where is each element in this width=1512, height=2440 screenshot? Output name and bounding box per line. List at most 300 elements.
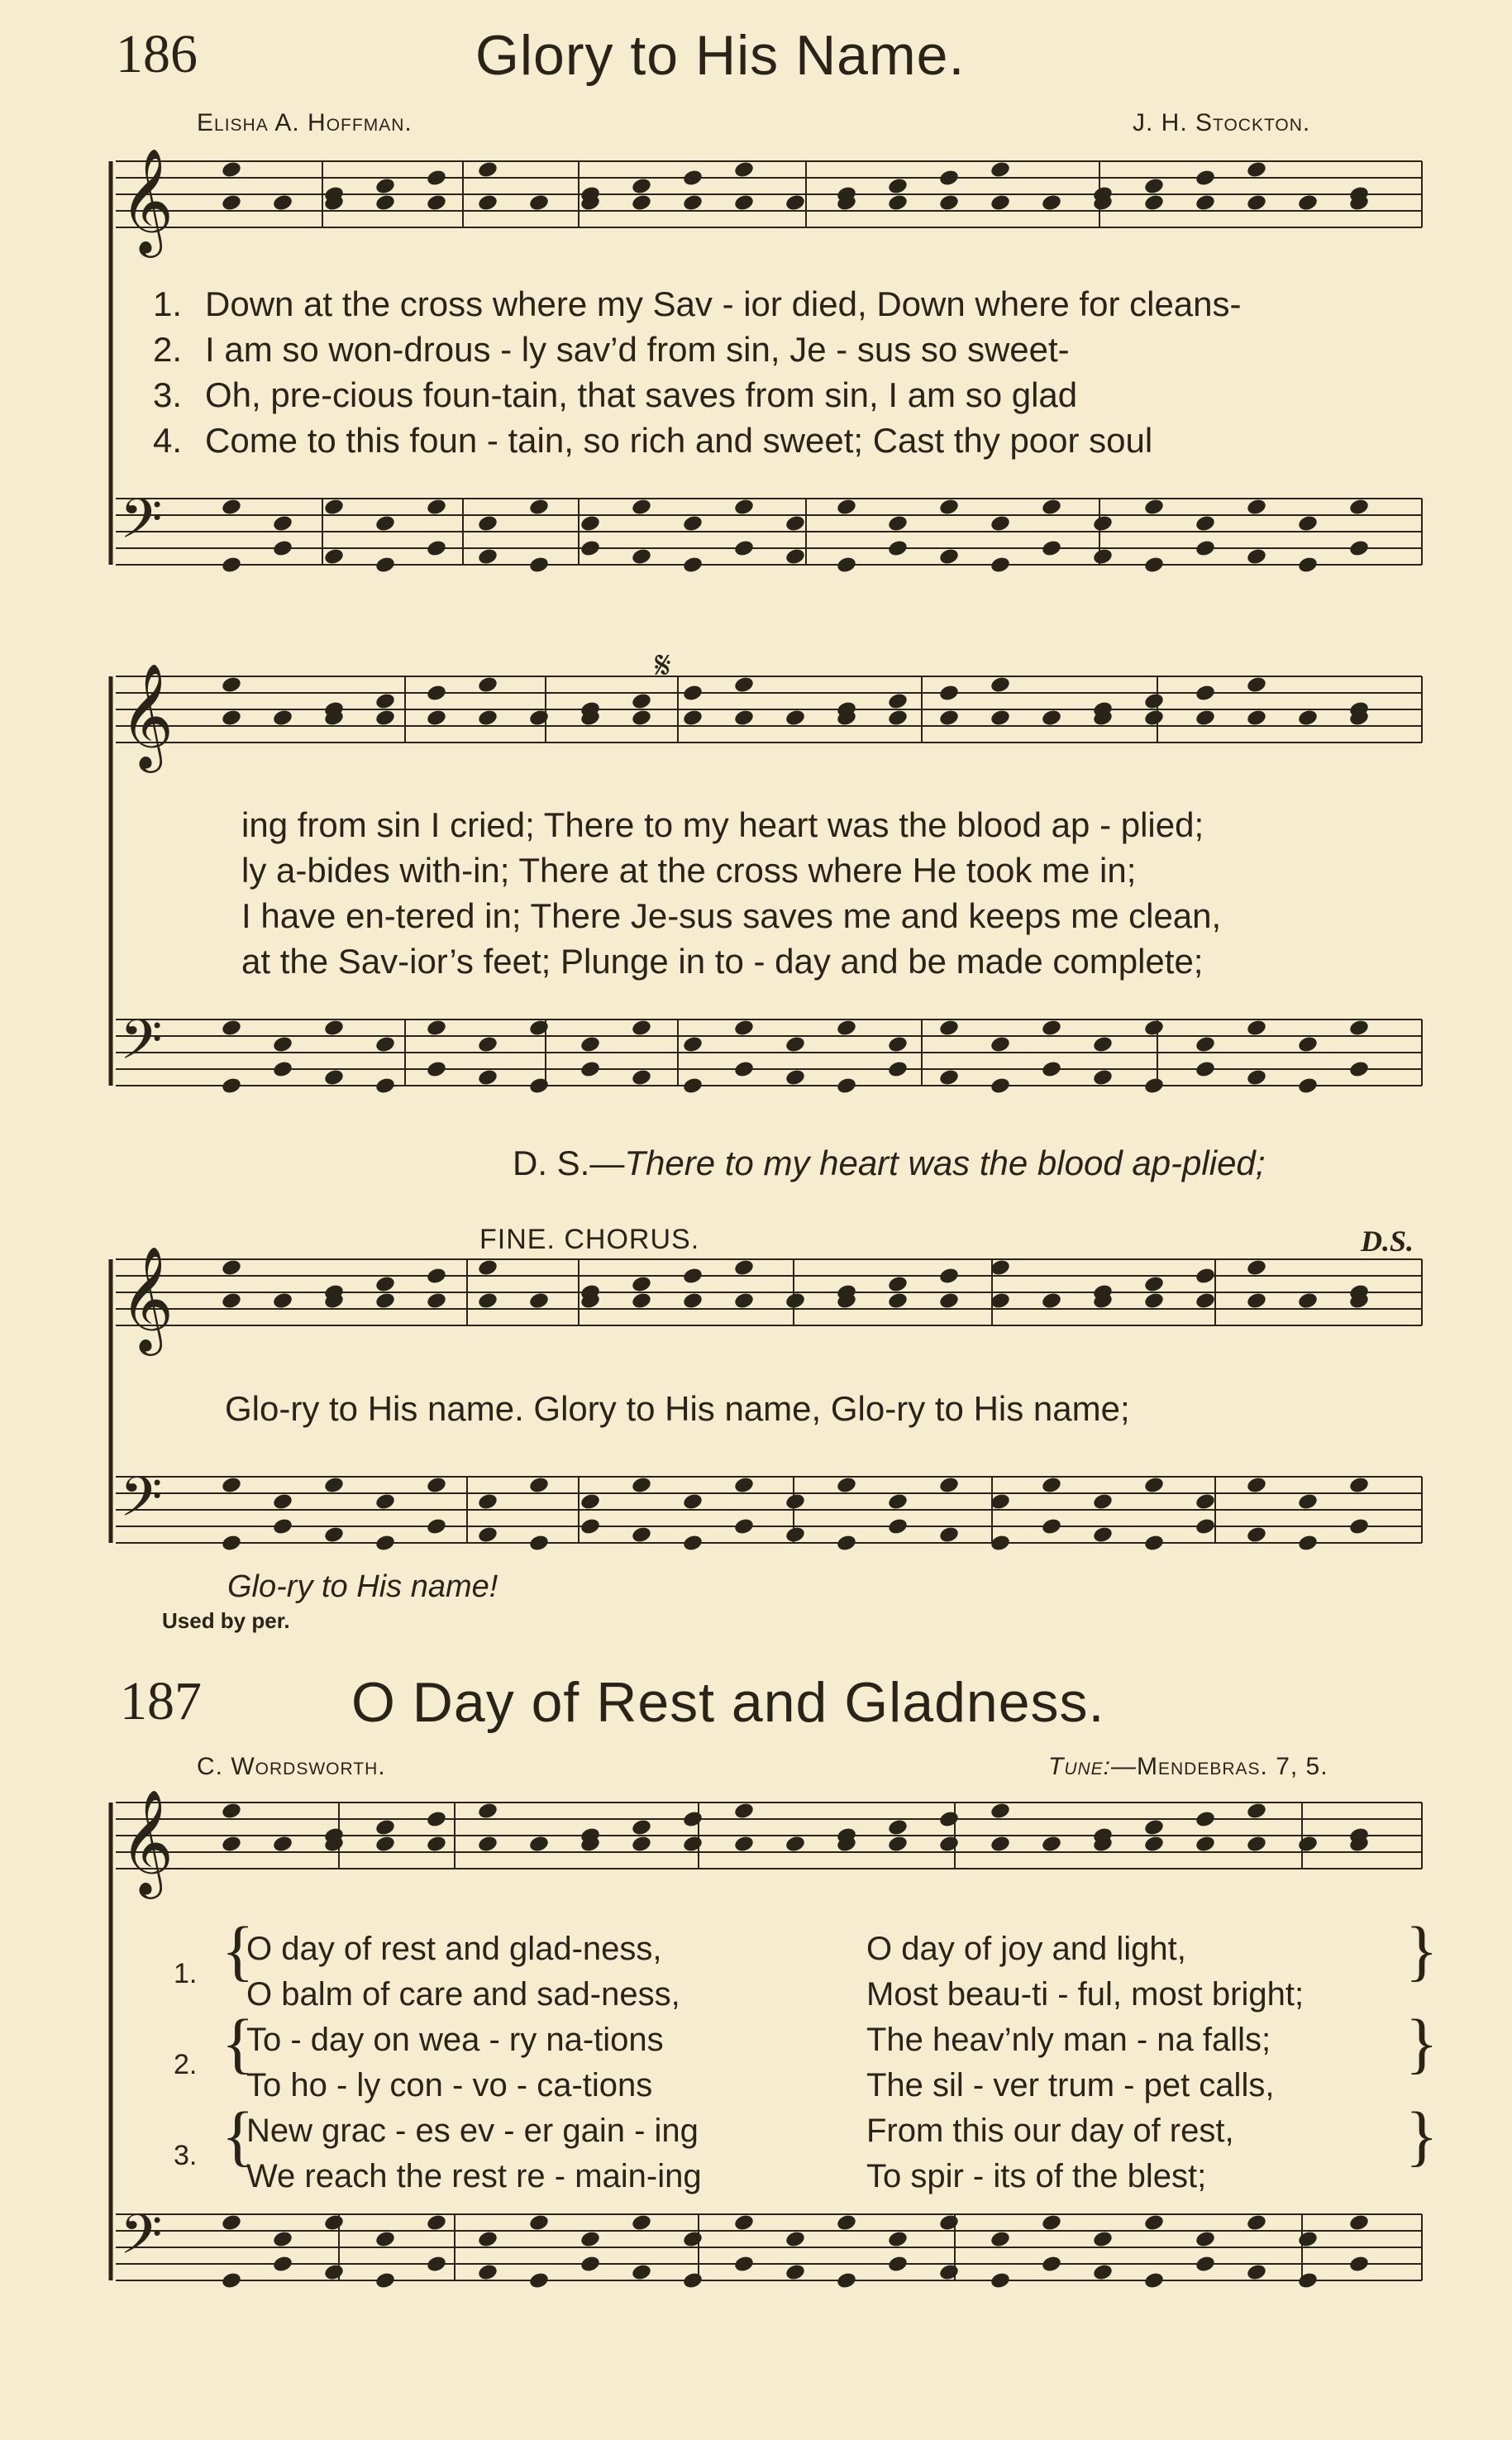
note-head xyxy=(1143,1292,1165,1311)
note-head xyxy=(990,1035,1011,1054)
note-head xyxy=(733,676,755,695)
note-head xyxy=(682,1835,704,1854)
note-head xyxy=(1348,2255,1370,2274)
note-head xyxy=(528,2213,550,2232)
note-head xyxy=(1143,2213,1165,2232)
note-head xyxy=(733,1835,755,1854)
note-head xyxy=(836,2213,857,2232)
note-head xyxy=(682,1810,704,1829)
note-head xyxy=(1195,1810,1216,1829)
note-head xyxy=(682,1267,704,1286)
bass-echo-words: Glo-ry to His name! xyxy=(227,1569,498,1604)
note-head xyxy=(887,2255,909,2274)
note-head xyxy=(426,498,447,517)
note-head xyxy=(374,692,396,711)
clef-sign: 𝄞 xyxy=(120,147,174,253)
used-by-permission: Used by per. xyxy=(162,1608,290,1633)
note-head xyxy=(785,193,806,212)
note-head xyxy=(221,160,242,179)
note-head xyxy=(1143,1019,1165,1038)
note-head xyxy=(426,709,447,728)
clef-sign: 𝄞 xyxy=(120,662,174,768)
note-head xyxy=(887,709,909,728)
note-head xyxy=(477,1526,498,1545)
note-head xyxy=(887,2230,909,2249)
note-head xyxy=(733,1517,755,1536)
hymn-187-stanzas xyxy=(174,1927,1304,2199)
note-head xyxy=(1348,539,1370,558)
note-head xyxy=(221,1292,242,1311)
hymn-187-number: 187 xyxy=(120,1671,202,1731)
note-head xyxy=(1092,2230,1114,2249)
note-head xyxy=(272,193,293,212)
note-head xyxy=(631,177,652,196)
note-head xyxy=(528,193,550,212)
note-head xyxy=(221,1802,242,1821)
note-head xyxy=(426,1292,447,1311)
note-head xyxy=(785,514,806,533)
note-head xyxy=(836,1019,857,1038)
note-head xyxy=(1246,193,1267,212)
note-head xyxy=(1246,160,1267,179)
stanza xyxy=(174,1927,1304,2017)
note-head xyxy=(1195,193,1216,212)
clef-sign: 𝄢 xyxy=(120,1008,163,1085)
hymn-186-composer: J. H. Stockton. xyxy=(1133,109,1311,136)
page-number: 186 xyxy=(116,24,198,84)
note-head xyxy=(990,1835,1011,1854)
note-head xyxy=(1195,1492,1216,1511)
note-head xyxy=(682,169,704,188)
note-head xyxy=(785,2230,806,2249)
note-head xyxy=(1041,1476,1062,1495)
note-head xyxy=(323,2263,345,2282)
note-head xyxy=(1297,2230,1319,2249)
hymn-186-author: Elisha A. Hoffman. xyxy=(197,109,413,136)
note-head xyxy=(477,2263,498,2282)
note-head xyxy=(733,160,755,179)
note-head xyxy=(221,1835,242,1854)
note-head xyxy=(221,2271,242,2290)
clef-sign: 𝄢 xyxy=(120,2203,163,2280)
note-head xyxy=(938,1835,960,1854)
note-head xyxy=(1041,1292,1062,1311)
note-head xyxy=(631,692,652,711)
hymn-187-tune xyxy=(1048,1753,1328,1781)
note-head xyxy=(374,1835,396,1854)
note-head xyxy=(938,1292,960,1311)
note-head xyxy=(785,2263,806,2282)
note-head xyxy=(1195,1292,1216,1311)
verse-number: 2. xyxy=(152,330,182,369)
note-head xyxy=(528,1292,550,1311)
note-head xyxy=(477,193,498,212)
note-head xyxy=(580,514,601,533)
note-head xyxy=(938,1019,960,1038)
note-head xyxy=(528,1077,550,1096)
note-head xyxy=(1246,676,1267,695)
stanza-line: The sil - ver trum - pet calls, xyxy=(866,2067,1275,2103)
note-head xyxy=(631,1019,652,1038)
hymn-186-title: Glory to His Name. xyxy=(475,24,966,87)
hymn-187-author: C. Wordsworth. xyxy=(197,1753,386,1780)
note-head xyxy=(1143,709,1165,728)
note-head xyxy=(272,1035,293,1054)
note-head xyxy=(733,2213,755,2232)
fine-chorus-marker xyxy=(479,1224,699,1256)
note-head xyxy=(1297,1077,1319,1096)
verse-number: 4. xyxy=(152,421,182,460)
note-head xyxy=(426,169,447,188)
note-head xyxy=(887,1035,909,1054)
note-head xyxy=(1041,193,1062,212)
note-head xyxy=(836,498,857,517)
note-head xyxy=(374,514,396,533)
note-head xyxy=(887,1818,909,1837)
note-head xyxy=(785,1292,806,1311)
note-head xyxy=(785,1835,806,1854)
note-head xyxy=(528,1835,550,1854)
note-head xyxy=(221,498,242,517)
note-head xyxy=(1143,692,1165,711)
note-head xyxy=(1143,177,1165,196)
note-head xyxy=(938,1810,960,1829)
note-head xyxy=(374,556,396,575)
note-head xyxy=(682,1077,704,1096)
note-head xyxy=(938,1267,960,1286)
note-head xyxy=(631,1835,652,1854)
note-head xyxy=(221,1476,242,1495)
note-head xyxy=(580,539,601,558)
note-head xyxy=(887,177,909,196)
note-head xyxy=(1246,1526,1267,1545)
note-head xyxy=(887,514,909,533)
note-head xyxy=(426,1476,447,1495)
note-head xyxy=(1348,1019,1370,1038)
stanza-brace: { xyxy=(222,1912,255,1988)
note-head xyxy=(1246,1802,1267,1821)
note-head xyxy=(528,709,550,728)
note-head xyxy=(631,1292,652,1311)
note-head xyxy=(1348,1517,1370,1536)
note-head xyxy=(1041,1517,1062,1536)
note-head xyxy=(887,1492,909,1511)
note-head xyxy=(426,193,447,212)
stanza xyxy=(174,2017,1304,2108)
ds-marker: D.S. xyxy=(1361,1225,1414,1258)
note-head xyxy=(1092,2263,1114,2282)
note-head xyxy=(323,547,345,566)
note-head xyxy=(1246,2263,1267,2282)
note-head xyxy=(631,1476,652,1495)
note-head xyxy=(990,709,1011,728)
note-head xyxy=(682,709,704,728)
note-head xyxy=(1297,1534,1319,1553)
note-head xyxy=(836,556,857,575)
note-head xyxy=(477,547,498,566)
note-head xyxy=(1246,709,1267,728)
note-head xyxy=(887,1060,909,1079)
note-head xyxy=(1195,169,1216,188)
note-head xyxy=(374,1292,396,1311)
note-head xyxy=(938,684,960,703)
verse-number: 3. xyxy=(152,375,182,414)
note-head xyxy=(426,539,447,558)
fine-label: FINE. xyxy=(479,1224,556,1255)
note-head xyxy=(323,1019,345,1038)
note-head xyxy=(682,1035,704,1054)
note-head xyxy=(1143,193,1165,212)
note-head xyxy=(1297,514,1319,533)
note-head xyxy=(374,1275,396,1294)
verse-line xyxy=(107,281,1242,327)
stanza-line: To ho - ly con - vo - ca-tions xyxy=(246,2067,653,2103)
note-head xyxy=(426,1810,447,1829)
note-head xyxy=(272,2230,293,2249)
note-head xyxy=(477,1492,498,1511)
note-head xyxy=(1195,1035,1216,1054)
tune-name: Mendebras. 7, 5. xyxy=(1137,1753,1328,1780)
note-head xyxy=(426,1060,447,1079)
stanza-line: To spir - its of the blest; xyxy=(866,2158,1207,2194)
note-head xyxy=(938,498,960,517)
stanza-brace: } xyxy=(1405,2098,1438,2173)
note-head xyxy=(1041,1019,1062,1038)
note-head xyxy=(1041,2213,1062,2232)
note-head xyxy=(733,1258,755,1277)
note-head xyxy=(682,2271,704,2290)
note-head xyxy=(990,2271,1011,2290)
stanza-line: New grac - es ev - er gain - ing xyxy=(246,2113,699,2149)
note-head xyxy=(682,1534,704,1553)
verse-text: I have en-tered in; There Je-sus saves me and keeps me clean, xyxy=(241,896,1222,935)
note-head xyxy=(785,1035,806,1054)
note-head xyxy=(1092,1492,1114,1511)
note-head xyxy=(785,1526,806,1545)
note-head xyxy=(682,193,704,212)
note-head xyxy=(631,1275,652,1294)
note-head xyxy=(682,1292,704,1311)
note-head xyxy=(1195,2230,1216,2249)
note-head xyxy=(1297,709,1319,728)
note-head xyxy=(221,556,242,575)
note-head xyxy=(938,2263,960,2282)
note-head xyxy=(374,1492,396,1511)
verse-line xyxy=(107,327,1242,372)
note-head xyxy=(477,2230,498,2249)
note-head xyxy=(1297,1492,1319,1511)
note-head xyxy=(1195,1267,1216,1286)
note-head xyxy=(938,2213,960,2232)
stanza-number: 1. xyxy=(174,1958,198,1989)
note-head xyxy=(272,1517,293,1536)
note-head xyxy=(426,2213,447,2232)
note-head xyxy=(1195,1060,1216,1079)
note-head xyxy=(221,1258,242,1277)
note-head xyxy=(477,1292,498,1311)
verse-text: Down at the cross where my Sav - ior died, Down where for cleans- xyxy=(205,284,1242,323)
note-head xyxy=(477,514,498,533)
stanza-line: O balm of care and sad-ness, xyxy=(246,1976,680,2013)
note-head xyxy=(733,2255,755,2274)
note-head xyxy=(426,684,447,703)
note-head xyxy=(631,709,652,728)
note-head xyxy=(426,1835,447,1854)
note-head xyxy=(272,1292,293,1311)
note-head xyxy=(938,1068,960,1087)
note-head xyxy=(528,1534,550,1553)
note-head xyxy=(426,1267,447,1286)
note-head xyxy=(323,1068,345,1087)
note-head xyxy=(1195,2255,1216,2274)
verse-line xyxy=(107,372,1242,418)
note-head xyxy=(938,1526,960,1545)
note-head xyxy=(1041,709,1062,728)
ds-label: D. S.— xyxy=(513,1144,625,1182)
note-head xyxy=(477,1035,498,1054)
note-head xyxy=(1348,1476,1370,1495)
note-head xyxy=(990,556,1011,575)
stanza xyxy=(174,2108,1304,2199)
verse-number: 1. xyxy=(152,284,182,323)
note-head xyxy=(631,498,652,517)
note-head xyxy=(682,2230,704,2249)
note-head xyxy=(836,1077,857,1096)
note-head xyxy=(1041,1835,1062,1854)
note-head xyxy=(477,1802,498,1821)
note-head xyxy=(1246,1835,1267,1854)
note-head xyxy=(733,193,755,212)
note-head xyxy=(733,1802,755,1821)
stanza-line: O day of rest and glad-ness, xyxy=(246,1931,662,1967)
stanza-line: We reach the rest re - main-ing xyxy=(246,2158,702,2194)
ds-text: There to my heart was the blood ap-plied; xyxy=(624,1144,1266,1182)
note-head xyxy=(1143,498,1165,517)
note-head xyxy=(733,1476,755,1495)
verse-text: Come to this foun - tain, so rich and sweet; Cast thy poor soul xyxy=(205,421,1153,460)
hymn-187-title: O Day of Rest and Gladness. xyxy=(351,1671,1105,1734)
chorus-words: Glo-ry to His name. Glory to His name, Glo-ry to His name; xyxy=(225,1389,1130,1428)
note-head xyxy=(323,2213,345,2232)
stanza-brace: { xyxy=(222,2005,255,2080)
note-head xyxy=(1092,1035,1114,1054)
note-head xyxy=(1195,514,1216,533)
note-head xyxy=(1246,2213,1267,2232)
note-head xyxy=(221,2213,242,2232)
note-head xyxy=(990,514,1011,533)
note-head xyxy=(1041,2255,1062,2274)
note-head xyxy=(887,1517,909,1536)
note-head xyxy=(1246,498,1267,517)
note-head xyxy=(1195,684,1216,703)
note-head xyxy=(374,709,396,728)
note-head xyxy=(272,1835,293,1854)
note-head xyxy=(938,547,960,566)
verse-text: ly a-bides with-in; There at the cross where He took me in; xyxy=(241,851,1137,890)
note-head xyxy=(1195,539,1216,558)
note-head xyxy=(221,709,242,728)
note-head xyxy=(272,514,293,533)
note-head xyxy=(1143,1077,1165,1096)
note-head xyxy=(785,1492,806,1511)
note-head xyxy=(785,709,806,728)
note-head xyxy=(682,514,704,533)
note-head xyxy=(887,1292,909,1311)
note-head xyxy=(990,2230,1011,2249)
stanza-brace: { xyxy=(222,2098,255,2173)
note-head xyxy=(221,193,242,212)
note-head xyxy=(426,1019,447,1038)
note-head xyxy=(1348,498,1370,517)
note-head xyxy=(938,169,960,188)
tune-label: Tune:— xyxy=(1048,1753,1137,1780)
note-head xyxy=(1297,556,1319,575)
note-head xyxy=(682,684,704,703)
note-head xyxy=(528,2271,550,2290)
note-head xyxy=(1041,498,1062,517)
note-head xyxy=(272,1492,293,1511)
note-head xyxy=(1195,709,1216,728)
verse-line xyxy=(107,418,1242,463)
note-head xyxy=(374,193,396,212)
note-head xyxy=(272,709,293,728)
clef-sign: 𝄞 xyxy=(120,1245,174,1351)
note-head xyxy=(528,1019,550,1038)
note-head xyxy=(785,1068,806,1087)
note-head xyxy=(374,1818,396,1837)
note-head xyxy=(221,1077,242,1096)
note-head xyxy=(477,676,498,695)
note-head xyxy=(733,1060,755,1079)
verse-text: Oh, pre-cious foun-tain, that saves from sin, I am so glad xyxy=(205,375,1078,414)
stanza-number: 2. xyxy=(174,2049,198,2080)
note-head xyxy=(836,1476,857,1495)
note-head xyxy=(1143,2271,1165,2290)
note-head xyxy=(221,1534,242,1553)
note-head xyxy=(374,177,396,196)
chorus-label: CHORUS. xyxy=(564,1224,700,1255)
note-head xyxy=(990,1077,1011,1096)
note-head xyxy=(733,539,755,558)
note-head xyxy=(1246,1292,1267,1311)
note-head xyxy=(887,1835,909,1854)
note-head xyxy=(221,676,242,695)
stanza-brace: } xyxy=(1405,1912,1438,1988)
note-head xyxy=(1195,1835,1216,1854)
note-head xyxy=(733,709,755,728)
note-head xyxy=(733,1292,755,1311)
note-head xyxy=(374,1534,396,1553)
stanza-line: Most beau-ti - ful, most bright; xyxy=(866,1976,1305,2013)
note-head xyxy=(733,498,755,517)
note-head xyxy=(1297,1035,1319,1054)
ds-text-line xyxy=(513,1144,1265,1183)
note-head xyxy=(1348,2213,1370,2232)
note-head xyxy=(580,2230,601,2249)
note-head xyxy=(580,1517,601,1536)
note-head xyxy=(1092,1526,1114,1545)
note-head xyxy=(221,1019,242,1038)
note-head xyxy=(528,556,550,575)
note-head xyxy=(631,1818,652,1837)
note-head xyxy=(426,2255,447,2274)
note-head xyxy=(426,1517,447,1536)
note-head xyxy=(477,1835,498,1854)
clef-sign: 𝄢 xyxy=(120,487,163,564)
note-head xyxy=(1195,1517,1216,1536)
verse-text: ing from sin I cried; There to my heart was the blood ap - plied; xyxy=(241,805,1204,844)
note-head xyxy=(1246,1258,1267,1277)
